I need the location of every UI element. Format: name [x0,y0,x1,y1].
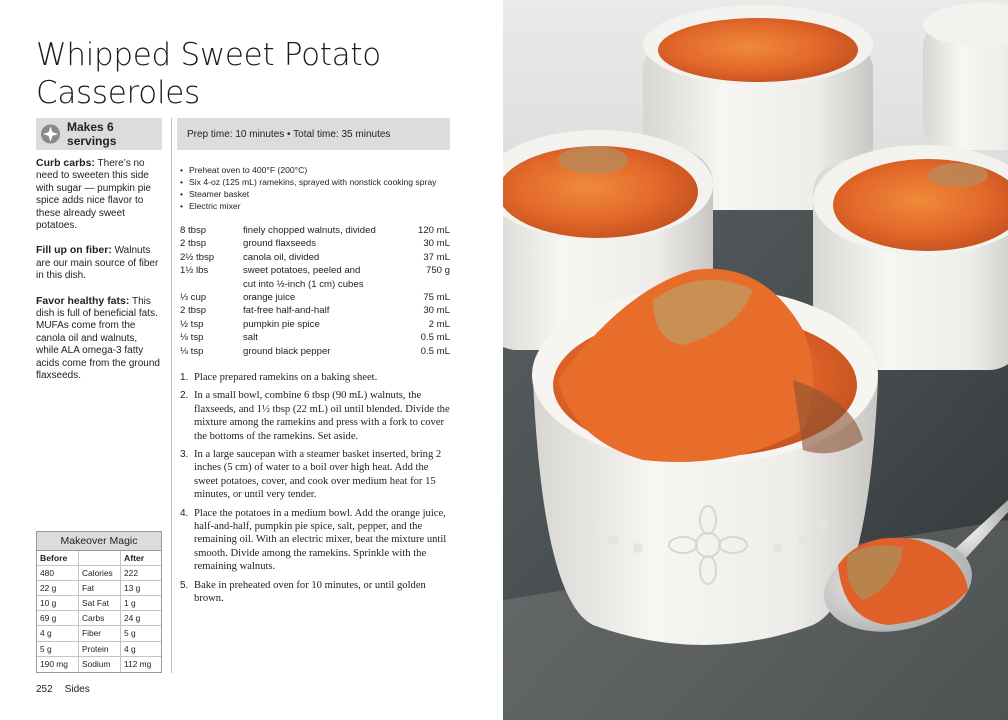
recipe-title [36,36,476,112]
makeover-title: Makeover Magic [37,532,161,551]
before-value: 69 g [37,611,79,625]
after-value: 4 g [124,643,136,654]
ingredient-item: pumpkin pie spice [243,318,320,330]
title-line-2: Casseroles [36,75,200,111]
servings-box [36,118,162,150]
nutrient-label: Fat [79,581,121,595]
header-blank [79,551,121,565]
ingredient-metric: 75 mL [423,292,450,304]
before-value: 22 g [37,581,79,595]
column-divider [171,118,172,673]
ingredient-us: 2 tbsp [180,238,207,250]
tip-heading: Curb carbs: [36,157,95,169]
step-number: 3. [180,449,189,461]
ingredient-metric: 2 mL [428,318,450,330]
step-number: 1. [180,372,189,383]
time-box [177,118,450,150]
tip-heading: Fill up on fiber: [36,244,112,257]
tip-fats [36,295,162,383]
tips-sidebar [36,157,162,395]
ingredient-us: 1½ lbs [180,265,209,277]
ingredient-item: ground black pepper [243,345,331,357]
ingredient-row [180,251,450,264]
ingredient-item: finely chopped walnuts, divided [243,225,376,236]
ingredient-us: ⅛ tsp [180,332,204,344]
after-value: 24 g [124,613,141,624]
equipment-list [180,164,450,212]
equipment-item: • Steamer basket [180,188,450,200]
title-line-1: Whipped Sweet Potato [36,37,381,73]
before-value: 10 g [37,596,79,610]
step-item [180,448,450,502]
step-text: Place the potatoes in a medium bowl. Add the orange juice, half-and-half, pumpkin pie spice, salt, pepper, and the remaining oil. With an electric mixer, beat the mixture until smooth. Divide among the ramekins. Sprinkle with the remaining walnuts. [194,507,447,573]
ingredient-metric: 120 mL [418,225,450,236]
makeover-row [37,657,161,672]
sweet-potato-casserole-image [503,0,1008,720]
recipe-page [0,0,503,720]
before-value: 5 g [37,642,79,656]
ingredient-row [180,331,450,344]
ingredient-row [180,224,450,237]
after-value: 13 g [124,583,141,594]
plate-icon [40,123,61,145]
tip-body: There’s no need to sweeten this side with sugar — pumpkin pie spice adds nice flavor to these already sweet potatoes. [36,158,152,232]
ingredient-us: 8 tbsp [180,225,207,236]
ingredient-item: ground flaxseeds [243,238,317,250]
tip-fiber [36,244,162,282]
makeover-magic-table [36,531,162,673]
page-number: 252 [36,684,53,695]
step-text: Place prepared ramekins on a baking sheet. [194,372,378,383]
ingredient-row [180,318,450,331]
ingredient-metric: 0.5 mL [420,345,450,357]
ingredient-item-line: sweet potatoes, peeled and [243,265,361,277]
makeover-row [37,611,161,626]
ingredient-item: fat-free half-and-half [243,305,330,317]
makeover-row [37,642,161,657]
step-number: 4. [180,507,189,519]
step-item [180,579,450,606]
step-number: 2. [180,390,189,402]
ingredient-item [243,264,410,291]
nutrient-label: Sodium [79,657,121,672]
step-number: 5. [180,579,189,591]
ingredients-table [180,224,450,358]
ingredient-row [180,291,450,304]
after-value: 112 mg [124,658,152,669]
step-item [180,389,450,443]
makeover-row [37,626,161,641]
ingredient-us: ½ tsp [180,318,204,330]
equipment-item: • Six 4-oz (125 mL) ramekins, sprayed with nonstick cooking spray [180,176,450,188]
before-value: 4 g [37,626,79,640]
header-before: Before [37,551,79,565]
nutrient-label: Carbs [79,611,121,625]
ingredient-us: 2½ tbsp [180,251,215,263]
tip-body: Walnuts are our main source of fiber in this dish. [36,245,159,282]
ingredient-row [180,264,450,291]
after-value: 5 g [124,628,136,639]
before-value: 480 [37,566,79,580]
nutrient-label: Calories [79,566,121,580]
step-item [180,507,450,574]
page-footer [36,684,90,695]
nutrient-label: Sat Fat [79,596,121,610]
ingredient-item-line: cut into ½-inch (1 cm) cubes [243,278,364,290]
ramekin-back-right [923,3,1008,150]
after-value: 1 g [124,598,136,609]
ingredient-us: ⅛ tsp [180,345,204,357]
nutrient-label: Protein [79,642,121,656]
ingredient-metric: 0.5 mL [420,332,450,344]
makeover-row [37,596,161,611]
step-text: In a small bowl, combine 6 tbsp (90 mL) walnuts, the flaxseeds, and 1½ tbsp (22 mL) oil until blended. Divide the mixture among the ramekins and press with a fork to cover the bottoms of the ramekins. Set aside. [194,390,450,442]
ingredient-metric: 30 mL [423,238,450,250]
ingredient-item: canola oil, divided [243,251,320,263]
makeover-header-row [37,551,161,566]
tip-curb-carbs [36,157,162,232]
time-text: Prep time: 10 minutes • Total time: 35 minutes [187,128,391,140]
makeover-row [37,566,161,581]
food-photo [503,0,1008,720]
tip-heading: Favor healthy fats: [36,294,130,307]
step-text: Bake in preheated oven for 10 minutes, or until golden brown. [194,579,426,605]
ingredient-item: salt [243,332,258,344]
ingredient-metric: 750 g [425,265,450,277]
servings-text: Makes 6 servings [67,120,117,148]
step-text: In a large saucepan with a steamer basket inserted, bring 2 inches (5 cm) of water to a boil over high heat. Add the sweet potatoes, cover, and cook over medium heat for 15 minutes, or until very tender. [194,449,442,501]
before-value: 190 mg [37,657,79,672]
makeover-row [37,581,161,596]
header-after: After [124,553,145,563]
after-value: 222 [124,568,138,579]
ingredient-item: orange juice [243,292,296,304]
equipment-item: • Electric mixer [180,200,450,212]
tip-body: This dish is full of beneficial fats. MUFAs come from the canola oil and walnuts, while ALA omega-3 fatty acids come from the ground flaxseeds. [36,295,160,382]
ingredient-row [180,237,450,250]
ingredient-us: 2 tbsp [180,305,207,317]
section-name: Sides [64,684,90,695]
ingredient-us: ⅓ cup [180,292,207,304]
ingredient-metric: 30 mL [423,305,450,317]
equipment-item: • Preheat oven to 400°F (200°C) [180,164,450,176]
nutrient-label: Fiber [79,626,121,640]
ingredient-row [180,345,450,358]
ingredient-metric: 37 mL [423,251,450,263]
step-item [180,371,450,384]
ingredient-row [180,304,450,317]
method-steps [180,371,450,611]
